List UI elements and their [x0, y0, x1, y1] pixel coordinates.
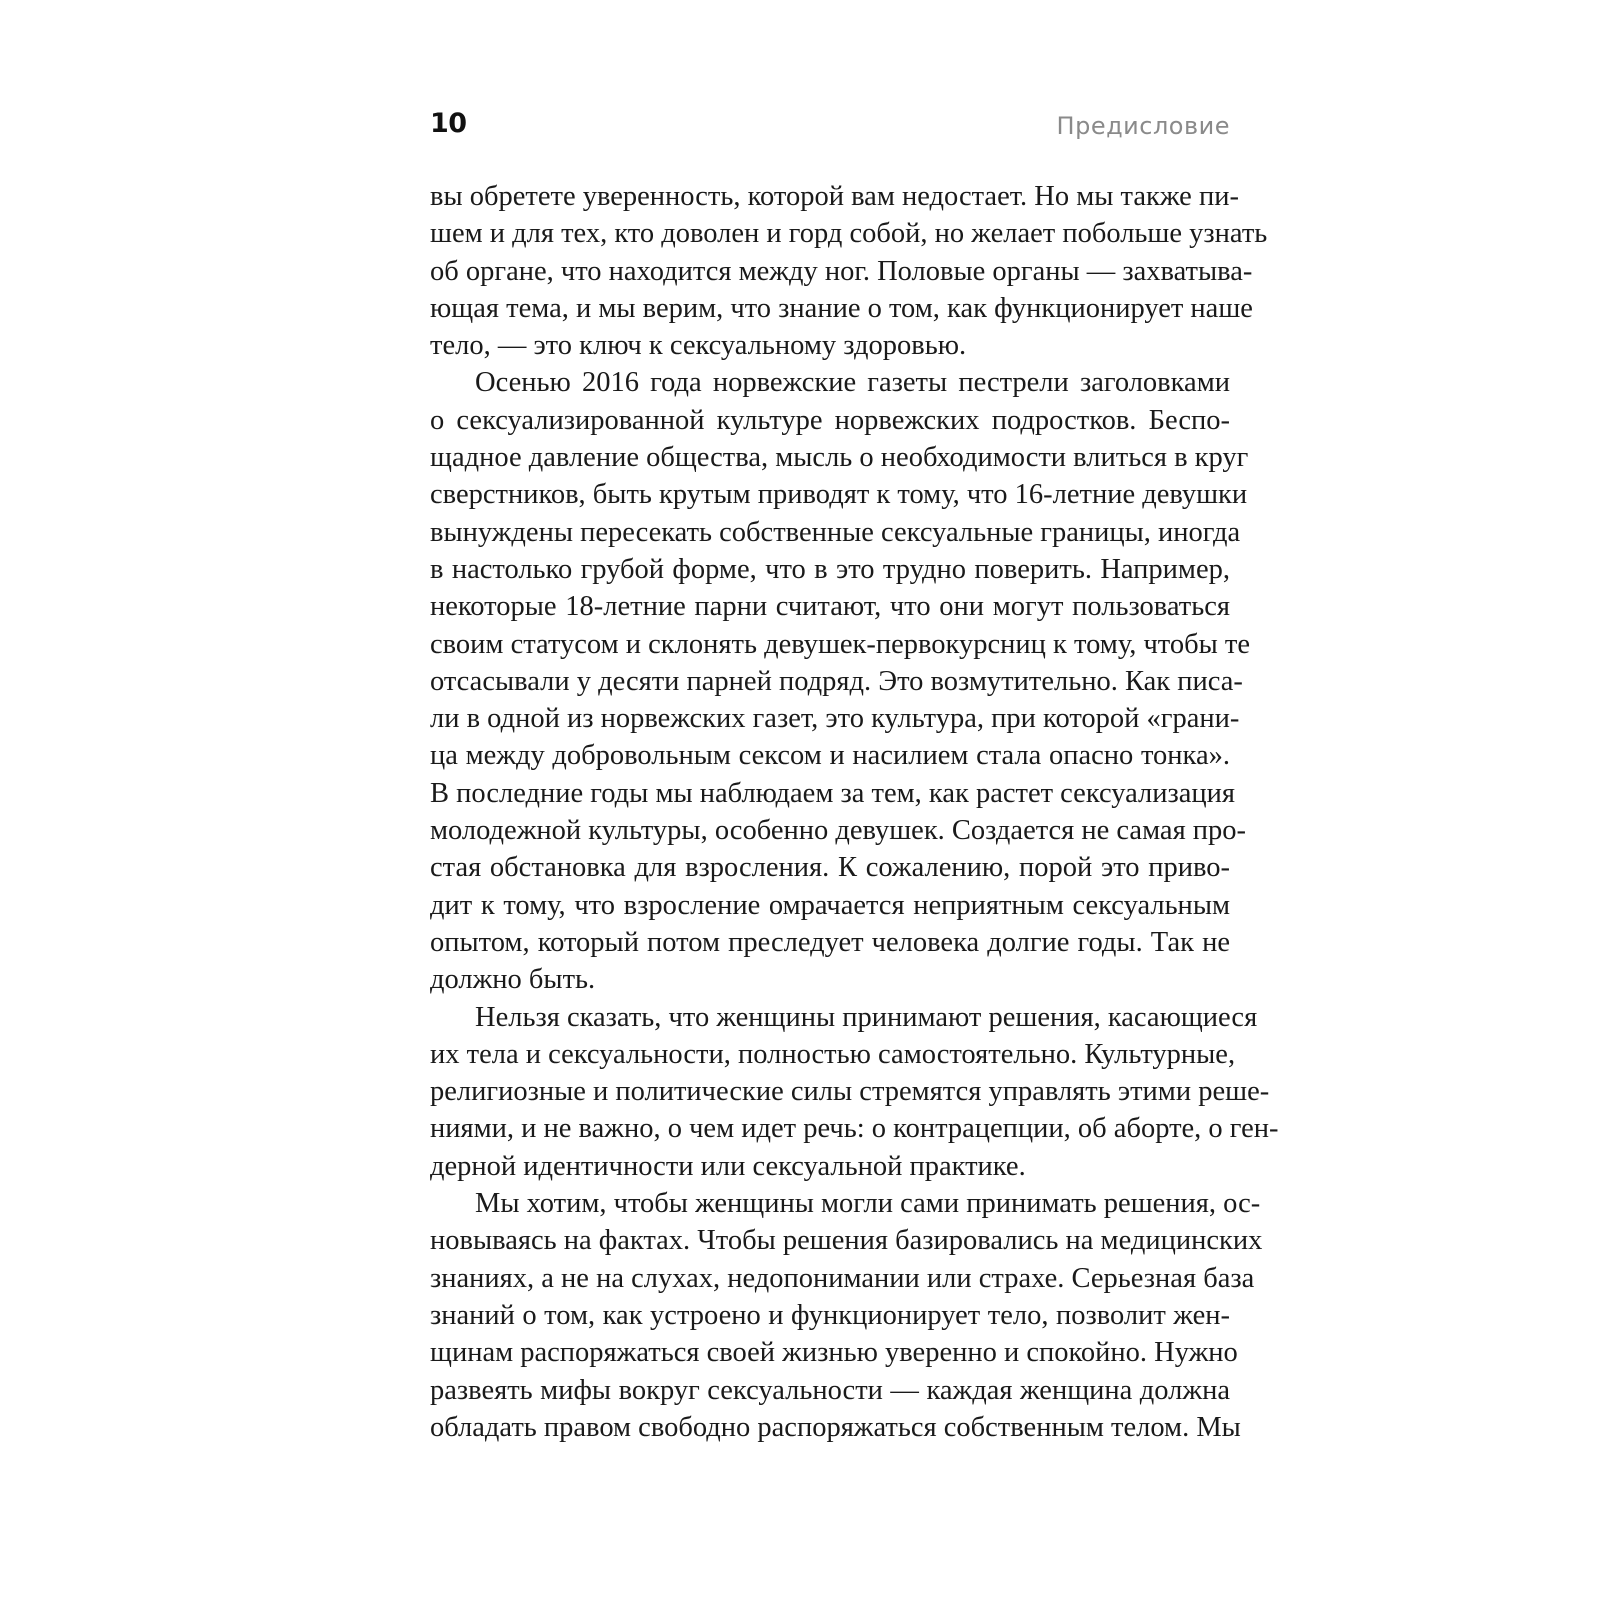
text-line: новываясь на фактах. Чтобы решения базировались на медицинских: [430, 1225, 1263, 1257]
page-number: 10: [430, 108, 467, 139]
text-line: отсасывали у десяти парней подряд. Это возмутительно. Как писа-: [430, 665, 1243, 697]
paragraph-4: [430, 1185, 1263, 1446]
text-line: некоторые 18-летние парни считают, что они могут пользоваться: [430, 591, 1230, 623]
text-line: вынуждены пересекать собственные сексуальные границы, иногда: [430, 516, 1241, 548]
text-line: дит к тому, что взросление омрачается неприятным сексуальным: [430, 889, 1230, 921]
text-line: стая обстановка для взросления. К сожалению, порой это приво-: [430, 852, 1230, 884]
text-line: ли в одной из норвежских газет, это культура, при которой «грани-: [430, 703, 1240, 735]
text-line: тело, — это ключ к сексуальному здоровью.: [430, 330, 967, 362]
text-line: вы обретете уверенность, которой вам недостает. Но мы также пи-: [430, 181, 1239, 212]
text-line: своим статусом и склонять девушек-первокурсниц к тому, чтобы те: [430, 628, 1251, 660]
text-line: развеять мифы вокруг сексуальности — каждая женщина должна: [430, 1374, 1230, 1406]
text-line: должно быть.: [430, 964, 596, 996]
paragraph-2: [430, 364, 1251, 998]
text-line: знаний о том, как устроено и функционирует тело, позволит жен-: [430, 1299, 1230, 1331]
paragraph-3: [430, 999, 1279, 1185]
text-line: дерной идентичности или сексуальной практике.: [430, 1150, 1026, 1182]
text-line: обладать правом свободно распоряжаться собственным телом. Мы: [430, 1411, 1241, 1443]
text-line: шем и для тех, кто доволен и горд собой, но желает побольше узнать: [430, 218, 1268, 250]
text-line: Осенью 2016 года норвежские газеты пестрели заголовками: [475, 367, 1230, 399]
text-line: щинам распоряжаться своей жизнью уверенно и спокойно. Нужно: [430, 1337, 1238, 1369]
text-line: ющая тема, и мы верим, что знание о том, как функционирует наше: [430, 292, 1253, 324]
text-line: сверстников, быть крутым приводят к тому, что 16-летние девушки: [430, 479, 1248, 511]
text-line: в настолько грубой форме, что в это трудно поверить. Например,: [430, 553, 1230, 585]
text-line: опытом, который потом преследует человека долгие годы. Так не: [430, 926, 1230, 958]
text-line: Нельзя сказать, что женщины принимают решения, касающиеся: [475, 1001, 1258, 1033]
page-header: [430, 108, 1230, 152]
running-head: Предисловие: [1056, 112, 1230, 140]
text-line: В последние годы мы наблюдаем за тем, как растет сексуализация: [430, 777, 1235, 809]
text-line: их тела и сексуальности, полностью самостоятельно. Культурные,: [430, 1038, 1236, 1070]
text-line: щадное давление общества, мысль о необходимости влиться в круг: [430, 442, 1249, 474]
text-line: об органе, что находится между ног. Половые органы — захватыва-: [430, 255, 1253, 287]
text-line: Мы хотим, чтобы женщины могли сами принимать решения, ос-: [475, 1188, 1261, 1220]
text-line: молодежной культуры, особенно девушек. Создается не самая про-: [430, 815, 1247, 847]
text-line: ца между добровольным сексом и насилием стала опасно тонка».: [430, 740, 1230, 772]
text-line: о сексуализированной культуре норвежских подростков. Беспо-: [430, 404, 1230, 436]
text-line: знаниях, а не на слухах, недопонимании или страхе. Серьезная база: [430, 1262, 1255, 1294]
paragraph-1: [430, 178, 1268, 364]
text-line: ниями, и не важно, о чем идет речь: о контрацепции, об аборте, о ген-: [430, 1113, 1279, 1145]
text-line: религиозные и политические силы стремятся управлять этими реше-: [430, 1076, 1270, 1108]
body-text: [430, 178, 1279, 1446]
